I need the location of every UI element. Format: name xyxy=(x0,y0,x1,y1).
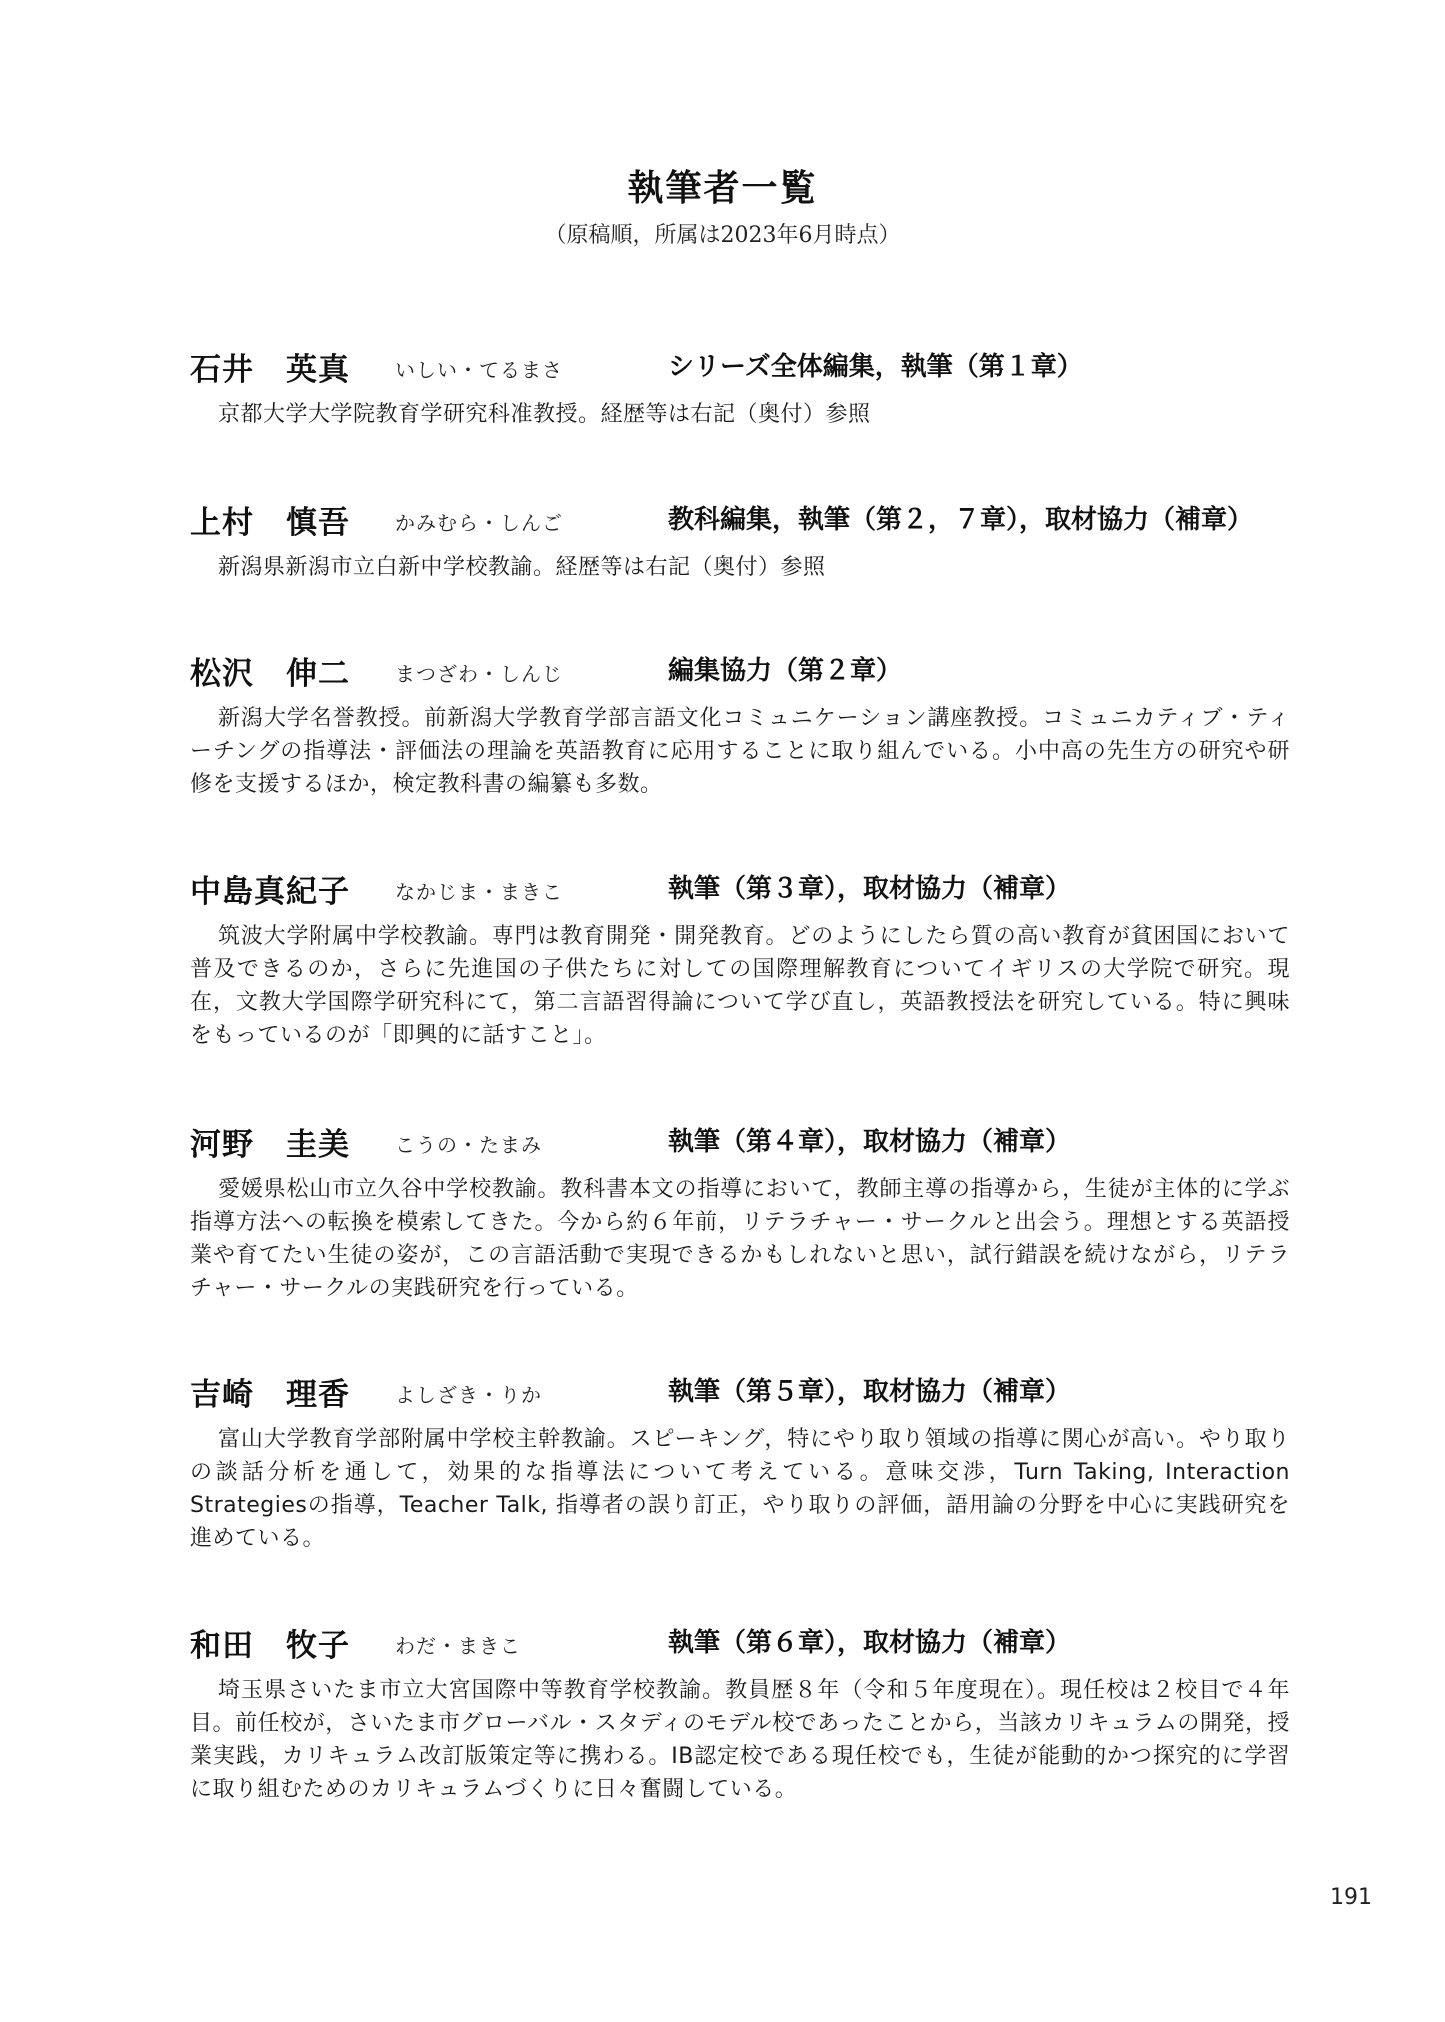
author-role: 編集協力（第２章） xyxy=(668,656,903,686)
author-description: 筑波大学附属中学校教諭。専門は教育開発・開発教育。どのようにしたら質の高い教育が貧困国において普及できるのか，さらに先進国の子供たちに対しての国際理解教育についてイギリスの大学院で研究。現在，文教大学国際学研究科にて，第二言語習得論について学び直し，英語教授法を研究している。特に興味をもっているのが「即興的に話すこと」。 xyxy=(190,924,1290,1048)
author-entry xyxy=(190,1620,1290,1806)
author-kana: なかじま・まきこ xyxy=(395,880,563,904)
author-role: 執筆（第４章），取材協力（補章） xyxy=(668,1127,1072,1157)
author-description: 京都大学大学院教育学研究科准教授。経歴等は右記（奥付）参照 xyxy=(218,402,871,427)
author-name: 河野 圭美 xyxy=(190,1127,350,1163)
author-entry xyxy=(190,648,1290,801)
author-name: 松沢 伸二 xyxy=(190,656,350,692)
author-entry xyxy=(190,1369,1290,1555)
author-entry xyxy=(190,497,1290,584)
author-kana: まつざわ・しんじ xyxy=(395,662,563,686)
author-description: 富山大学教育学部附属中学校主幹教諭。スピーキング，特にやり取り領域の指導に関心が高い。やり取りの談話分析を通して，効果的な指導法について考えている。意味交渉，Turn Taking, Interaction Strategiesの指導，Teacher Talk, 指導者の誤り訂正，やり取りの評価，語用論の分野を中心に実践研究を進めている。 xyxy=(190,1427,1290,1551)
page-number: 191 xyxy=(1330,1885,1372,1910)
author-name: 上村 慎吾 xyxy=(190,505,350,541)
author-kana: わだ・まきこ xyxy=(395,1634,521,1658)
author-kana: かみむら・しんご xyxy=(395,511,563,535)
author-name: 吉崎 理香 xyxy=(190,1377,350,1413)
author-kana: こうの・たまみ xyxy=(395,1133,542,1157)
author-name: 和田 牧子 xyxy=(190,1628,350,1664)
author-role: 執筆（第５章），取材協力（補章） xyxy=(668,1377,1072,1407)
author-role: 執筆（第３章），取材協力（補章） xyxy=(668,874,1072,904)
author-description: 埼玉県さいたま市立大宮国際中等教育学校教諭。教員歴８年（令和５年度現在）。現任校は２校目で４年目。前任校が，さいたま市グローバル・スタディのモデル校であったことから，当該カリキュラムの開発，授業実践，カリキュラム改訂版策定等に携わる。IB認定校である現任校でも，生徒が能動的かつ探究的に学習に取り組むためのカリキュラムづくりに日々奮闘している。 xyxy=(190,1678,1290,1802)
author-name: 中島真紀子 xyxy=(190,874,350,910)
author-kana: よしざき・りか xyxy=(395,1383,542,1407)
author-entry xyxy=(190,866,1290,1052)
author-description: 愛媛県松山市立久谷中学校教諭。教科書本文の指導において，教師主導の指導から，生徒が主体的に学ぶ指導方法への転換を模索してきた。今から約６年前，リテラチャー・サークルと出会う。理想とする英語授業や育てたい生徒の姿が，この言語活動で実現できるかもしれないと思い，試行錯誤を続けながら，リテラチャー・サークルの実践研究を行っている。 xyxy=(190,1177,1290,1301)
author-description: 新潟大学名誉教授。前新潟大学教育学部言語文化コミュニケーション講座教授。コミュニカティブ・ティーチングの指導法・評価法の理論を英語教育に応用することに取り組んでいる。小中高の先生方の研究や研修を支援するほか，検定教科書の編纂も多数。 xyxy=(190,706,1290,797)
page-title: 執筆者一覧 xyxy=(627,168,818,209)
author-role: シリーズ全体編集，執筆（第１章） xyxy=(668,352,1083,382)
author-description: 新潟県新潟市立白新中学校教諭。経歴等は右記（奥付）参照 xyxy=(218,555,826,580)
author-role: 教科編集，執筆（第２，７章），取材協力（補章） xyxy=(668,505,1254,535)
author-entry xyxy=(190,344,1290,431)
author-role: 執筆（第６章），取材協力（補章） xyxy=(668,1628,1072,1658)
author-entry xyxy=(190,1119,1290,1305)
author-kana: いしい・てるまさ xyxy=(395,358,563,382)
page-subtitle: （原稿順，所属は2023年6月時点） xyxy=(544,223,901,248)
author-name: 石井 英真 xyxy=(190,352,350,388)
